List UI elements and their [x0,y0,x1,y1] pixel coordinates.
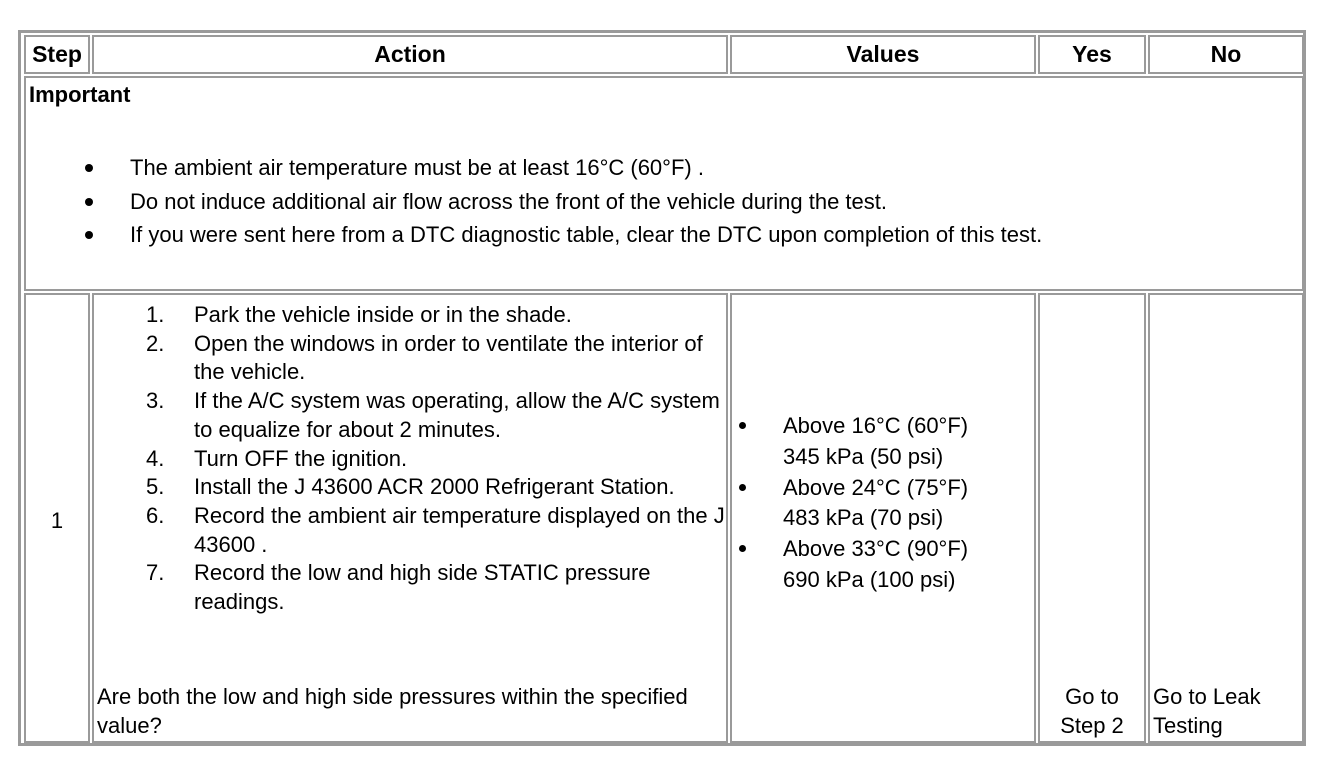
yes-cell [1038,293,1146,743]
step-number-cell [24,293,90,743]
value-item [732,411,1032,473]
values-list [732,411,1032,596]
values-cell [730,293,1036,743]
action-step [94,301,726,330]
action-step-number: 4. [146,445,165,471]
action-step [94,502,726,559]
action-step-text: Record the ambient air temperature displayed on the J 43600 . [194,502,725,557]
value-temp: Above 16°C (60°F) [783,413,969,438]
action-step [94,473,726,502]
action-cell [92,293,728,743]
no-link[interactable]: Go to Leak Testing [1153,684,1261,738]
important-note [24,76,1304,291]
action-step-number: 2. [146,330,165,356]
important-item: The ambient air temperature must be at least 16°C (60°F) . [26,151,1296,185]
action-step-number: 1. [146,302,165,327]
important-list [26,151,1296,252]
value-item [732,534,1032,596]
value-temp: Above 24°C (75°F) [783,474,969,500]
action-step-number: 5. [146,474,165,500]
value-temp: Above 33°C (90°F) [783,536,969,562]
action-step-number: 6. [146,502,165,528]
header-yes: Yes [1038,35,1146,74]
action-step [94,387,726,444]
header-action: Action [92,35,728,74]
action-step-number: 3. [146,388,165,414]
value-pressure: 690 kPa (100 psi) [783,566,956,592]
important-item: If you were sent here from a DTC diagnostic table, clear the DTC upon completion of this test. [26,218,1296,252]
value-pressure: 483 kPa (70 psi) [783,505,944,531]
diagnostic-table [18,30,1306,746]
important-title: Important [29,82,131,107]
header-no: No [1148,35,1304,74]
action-step [94,559,726,616]
value-pressure: 345 kPa (50 psi) [783,443,944,469]
action-step-number: 7. [146,560,165,586]
action-step-text: Open the windows in order to ventilate the interior of the vehicle. [194,330,703,385]
no-cell [1148,293,1304,743]
header-values: Values [730,35,1036,74]
action-step-text: Record the low and high side STATIC pressure readings. [194,560,651,615]
action-step-text: If the A/C system was operating, allow the A/C system to equalize for about 2 minutes. [194,388,720,442]
step-number: 1 [50,508,64,533]
action-step-text: Turn OFF the ignition. [194,445,408,471]
header-step: Step [24,35,90,74]
action-step-text: Park the vehicle inside or in the shade. [194,302,572,327]
action-question: Are both the low and high side pressures within the specified value? [97,684,688,738]
value-item [732,473,1032,535]
yes-link[interactable]: Go to Step 2 [1060,684,1124,738]
action-step [94,330,726,387]
action-steps-list [94,301,726,617]
important-item: Do not induce additional air flow across the front of the vehicle during the test. [26,185,1296,219]
action-step [94,445,726,474]
action-step-text: Install the J 43600 ACR 2000 Refrigerant Station. [194,474,675,500]
